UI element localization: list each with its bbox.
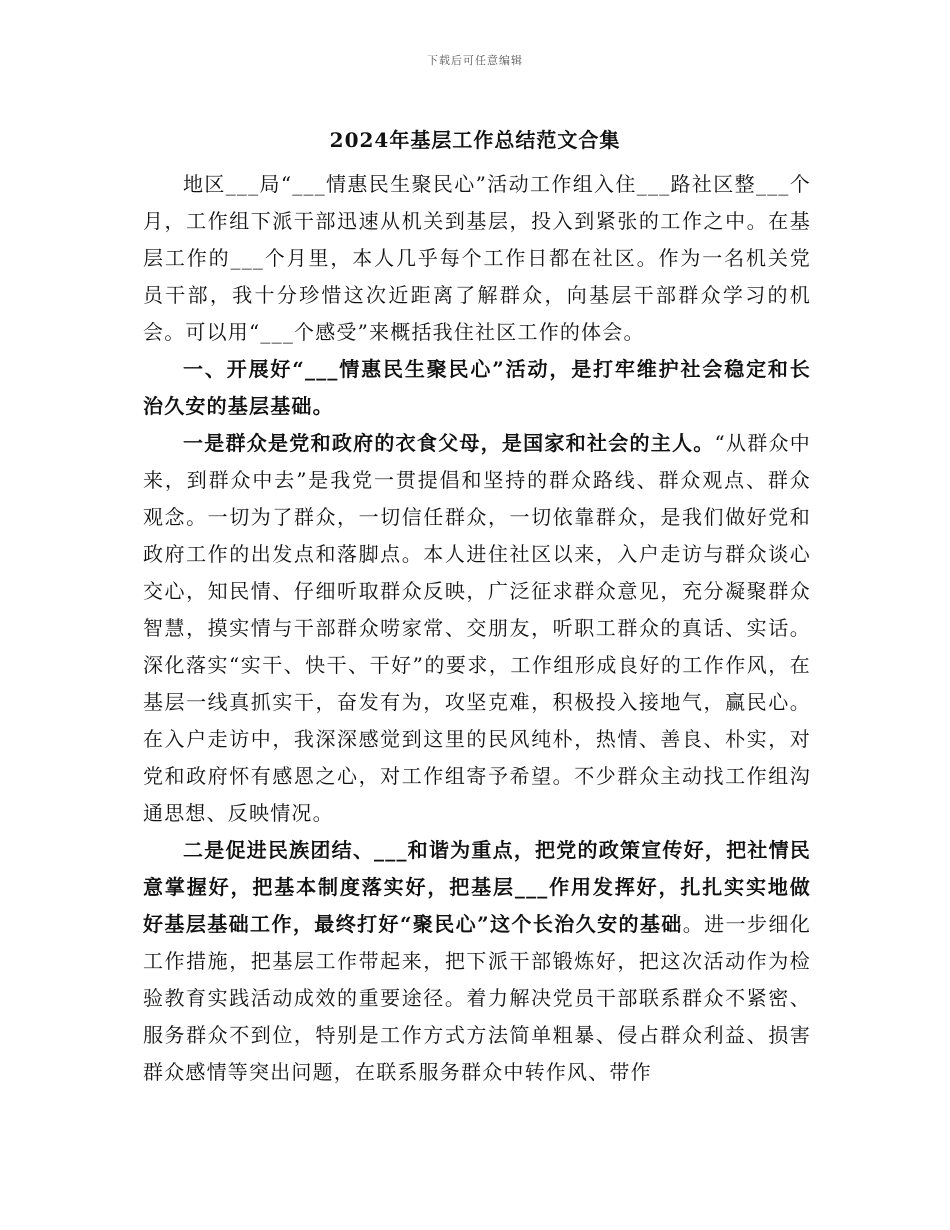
paragraph-intro: 地区___局“___情惠民生聚民心”活动工作组入住___路社区整___个月，工作组下派干部迅速从机关到基层，投入到紧张的工作之中。在基层工作的___个月里，本人几乎每个工作日都在社区。作为一名机关党员干部，我十分珍惜这次近距离了解群众，向基层干部群众学习的机会。可以用“___个感受”来概括我住社区工作的体会。 [143,172,811,344]
point-1-body: “从群众中来，到群众中去”是我党一贯提倡和坚持的群众路线、群众观点、群众观念。一切为了群众，一切信任群众，一切依靠群众，是我们做好党和政府工作的出发点和落脚点。本人进住社区以来，入户走访与群众谈心交心，知民情、仔细听取群众反映，广泛征求群众意见，充分凝聚群众智慧，摸实情与干部群众唠家常、交朋友，听职工群众的真话、实话。深化落实“实干、快干、干好”的要求，工作组形成良好的工作作风，在基层一线真抓实干，奋发有为，攻坚克难，积极投入接地气，赢民心。在入户走访中，我深深感觉到这里的民风纯朴，热情、善良、朴实，对党和政府怀有感恩之心，对工作组寄予希望。不少群众主动找工作组沟通思想、反映情况。 [143,431,811,825]
document-title: 2024年基层工作总结范文合集 [329,128,621,152]
point-2-lead: 二是促进民族团结、___和谐为重点，把党的政策宣传好，把社情民意掌握好，把基本制度落实好，把基层___作用发挥好，扎扎实实地做好基层基础工作，最终打好“聚民心”这个长治久安的基础 [143,838,811,936]
point-1-lead: 一是群众是党和政府的衣食父母，是国家和社会的主人。 [183,431,715,455]
section-heading-1: 一、开展好“___情惠民生聚民心”活动，是打牢维护社会稳定和长治久安的基层基础。 [143,357,811,418]
point-2-body: 。进一步细化工作措施，把基层工作带起来，把下派干部锻炼好，把这次活动作为检验教育实践活动成效的重要途径。着力解决党员干部联系群众不紧密、服务群众不到位，特别是工作方式方法简单粗暴、侵占群众利益、损害群众感情等突出问题，在联系服务群众中转作风、带作 [143,912,811,1084]
document-body [143,166,811,1091]
page-header-note: 下载后可任意编辑 [427,54,523,67]
paragraph-point-2 [143,832,811,1091]
paragraph-point-1 [143,425,811,832]
